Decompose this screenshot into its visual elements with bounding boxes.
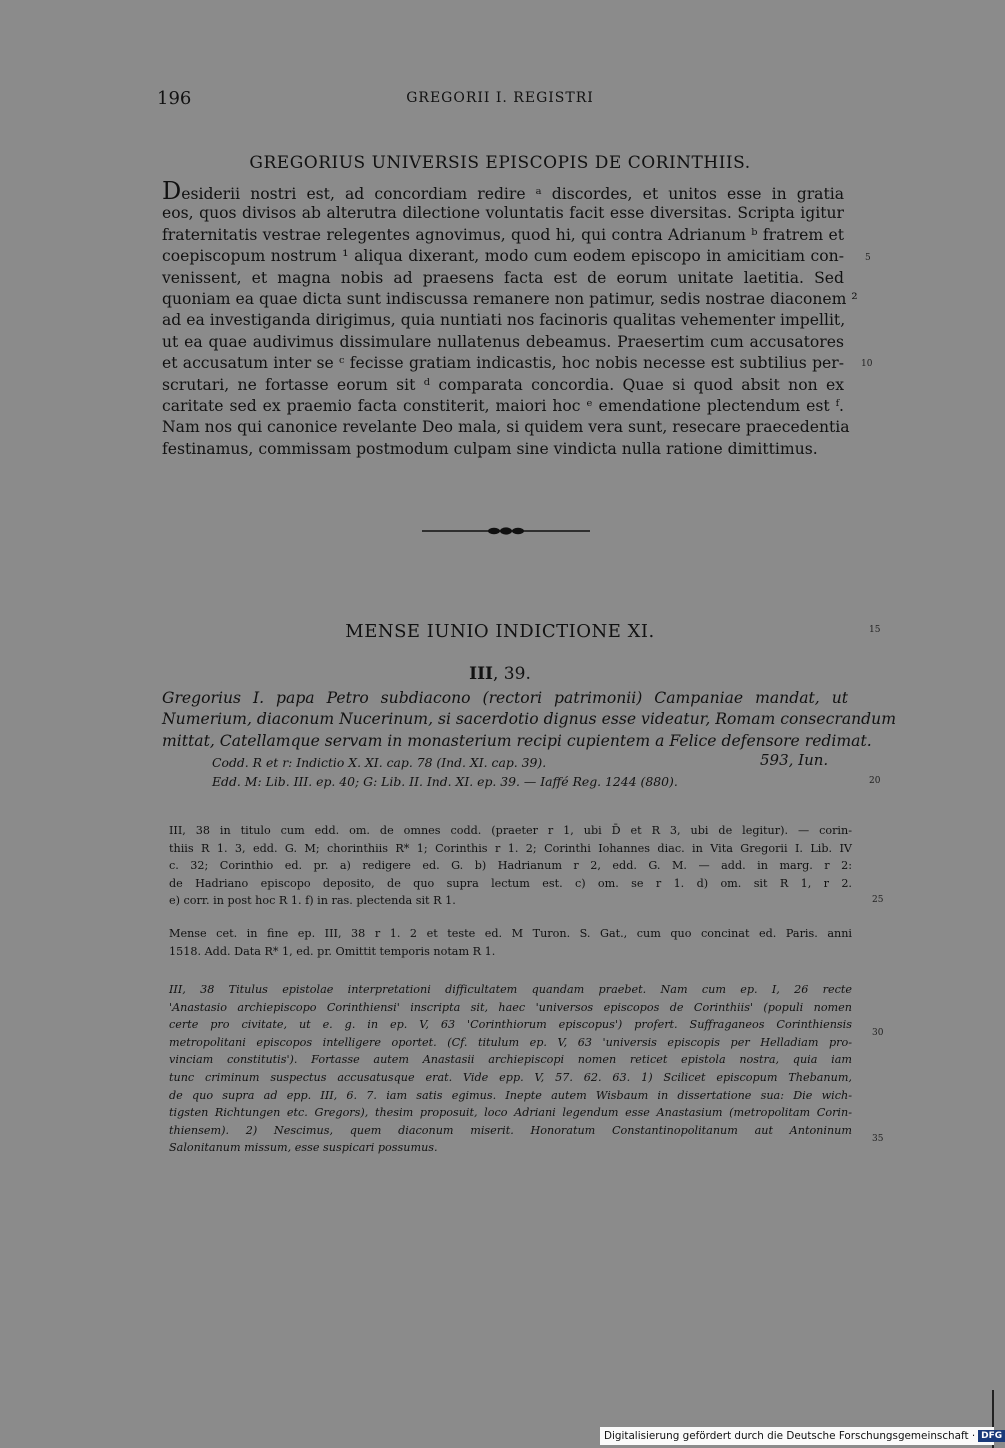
line-number: 10 — [861, 359, 873, 369]
commentary-line: vinciam constitutis'). Fortasse autem Anastasii archiepiscopi nomen reticet epistola nostra, quia iam — [169, 1053, 852, 1067]
apparatus-line: thiis R 1. 3, edd. G. M; chorinthiis R* 1; Corinthis r 1. 2; Corinthi Iohannes diac. in Vita Gregorii I. Lib. IV — [169, 841, 852, 855]
commentary-line: certe pro civitate, ut e. g. in ep. V, 63 'Corinthiorum episcopus') profert. Suffraganeos Corinthiensis — [169, 1018, 852, 1032]
running-title: GREGORII I. REGISTRI — [406, 90, 594, 106]
summary-line: Numerium, diaconum Nucerinum, si sacerdotio dignus esse videatur, Romam consecrandum — [162, 710, 896, 729]
letter-line: Nam nos qui canonice revelante Deo mala, si quidem vera sunt, resecare praecedentia — [162, 418, 850, 437]
letter-number-book: III — [469, 664, 493, 684]
commentary-line: III, 38 Titulus epistolae interpretationi difficultatem quandam praebet. Nam cum ep. I, 26 recte — [169, 983, 852, 996]
summary-line: mittat, Catellamque servam in monasterium recipi cupientem a Felice defensore redimat. — [162, 731, 872, 750]
commentary-line: 'Anastasio archiepiscopo Corinthiensi' inscripta sit, haec 'universos episcopos de Corinthiis' (populi nomen — [169, 1000, 852, 1014]
letter-number — [0, 664, 1000, 684]
commentary-line: thiensem). 2) Nescimus, quem diaconum miserit. Honoratum Constantinopolitanum aut Antoninum — [169, 1123, 852, 1137]
letter-line: caritate sed ex praemio facta constiterit, maiori hoc ᵉ emendatione plectendum est ᶠ. — [162, 396, 844, 415]
letter-line: eos, quos divisos ab alterutra dilectione voluntatis facit esse diversitas. Scripta igitur — [162, 204, 844, 223]
date-note-line: 1518. Add. Data R* 1, ed. pr. Omittit temporis notam R 1. — [169, 944, 496, 958]
apparatus-line: III, 38 in titulo cum edd. om. de omnes codd. (praeter r 1, ubi D̄ et R 3, ubi de legitur). — corin- — [169, 824, 852, 837]
letter-line: festinamus, commissam postmodum culpam sine vindicta nulla ratione dimittimus. — [162, 439, 818, 458]
letter-line: ut ea quae audivimus dissimulare nullatenus debeamus. Praesertim cum accusatores — [162, 332, 844, 351]
letter-line: coepiscopum nostrum ¹ aliqua dixerant, modo cum eodem episcopo in amicitiam con- — [162, 247, 844, 266]
line-number: 35 — [872, 1134, 884, 1144]
codices-line: Codd. R et r: Indictio X. XI. cap. 78 (Ind. XI. cap. 39). — [212, 755, 547, 770]
letter-title: GREGORIUS UNIVERSIS EPISCOPIS DE CORINTHIIS. — [249, 153, 751, 173]
letter-line: esiderii nostri est, ad concordiam redire ᵃ discordes, et unitos esse in gratia — [181, 185, 844, 203]
apparatus-line: e) corr. in post hoc R 1. f) in ras. plectenda sit R 1. — [169, 894, 456, 908]
date-note-line: Mense cet. in fine ep. III, 38 r 1. 2 et teste ed. M Turon. S. Gat., cum quo concinat ed. Paris. anni — [169, 927, 852, 940]
letter-line: fraternitatis vestrae relegentes agnovimus, quod hi, qui contra Adrianum ᵇ fratrem et — [162, 225, 844, 244]
section-heading: MENSE IUNIO INDICTIONE XI. — [345, 621, 655, 642]
letter-line: venissent, et magna nobis ad praesens facta est de eorum unitate laetitia. Sed — [162, 268, 844, 287]
letter-number-epistle: , 39. — [493, 664, 531, 684]
letter-line: scrutari, ne fortasse eorum sit ᵈ comparata concordia. Quae si quod absit non ex — [162, 375, 844, 394]
commentary-notes — [169, 981, 852, 1157]
commentary-line: Salonitanum missum, esse suspicari possumus. — [169, 1141, 438, 1155]
editions-line: Edd. M: Lib. III. ep. 40; G: Lib. II. Ind. XI. ep. 39. — Iaffé Reg. 1244 (880). — [212, 774, 678, 789]
apparatus-line: c. 32; Corinthio ed. pr. a) redigere ed. G. b) Hadrianum r 2, edd. G. M. — add. in marg. r 2: — [169, 859, 852, 873]
ornament-divider — [422, 524, 590, 538]
page-number: 196 — [157, 88, 192, 109]
letter-date: 593, Iun. — [760, 751, 829, 769]
line-number: 15 — [869, 625, 881, 635]
letter-line: ad ea investiganda dirigimus, quia nuntiati nos facinoris qualitas vehementer impellit, — [162, 311, 846, 330]
line-number: 30 — [872, 1028, 884, 1038]
drop-cap-initial: D — [162, 177, 182, 205]
dfg-logo: DFG — [978, 1430, 1005, 1442]
footer-text: Digitalisierung gefördert durch die Deutsche Forschungsgemeinschaft · — [604, 1430, 976, 1442]
date-note — [169, 925, 852, 960]
line-number: 20 — [869, 776, 881, 786]
commentary-line: metropolitani episcopos intelligere oportet. (Cf. titulum ep. V, 63 'universis episcopis per Helladiam pro- — [169, 1035, 852, 1049]
apparatus-line: de Hadriano episcopo deposito, de quo supra lectum est. c) om. se r 1. d) om. sit R 1, r 2. — [169, 876, 852, 890]
letter-line: et accusatum inter se ᶜ fecisse gratiam indicastis, hoc nobis necesse est subtilius per- — [162, 354, 844, 373]
commentary-line: tunc criminum suspectus accusatusque erat. Vide epp. V, 57. 62. 63. 1) Scilicet episcopum Thebanum, — [169, 1070, 852, 1084]
summary-line: Gregorius I. papa Petro subdiacono (rectori patrimonii) Campaniae mandat, ut — [162, 689, 848, 707]
commentary-line: de quo supra ad epp. III, 6. 7. iam satis egimus. Inepte autem Wisbaum in dissertatione sua: Die wich- — [169, 1088, 852, 1102]
letter-summary — [162, 688, 896, 752]
line-number: 25 — [872, 895, 884, 905]
funding-footer — [600, 1427, 1003, 1445]
letter-line: quoniam ea quae dicta sunt indiscussa remanere non patimur, sedis nostrae diaconem ² — [162, 289, 858, 308]
running-header — [0, 88, 1000, 112]
line-number: 5 — [865, 253, 871, 263]
letter-text — [162, 177, 858, 460]
critical-apparatus — [169, 822, 852, 910]
commentary-line: tigsten Richtungen etc. Gregors), thesim proposuit, loco Adriani legendum esse Anastasium (metropolitam Corin- — [169, 1106, 852, 1120]
